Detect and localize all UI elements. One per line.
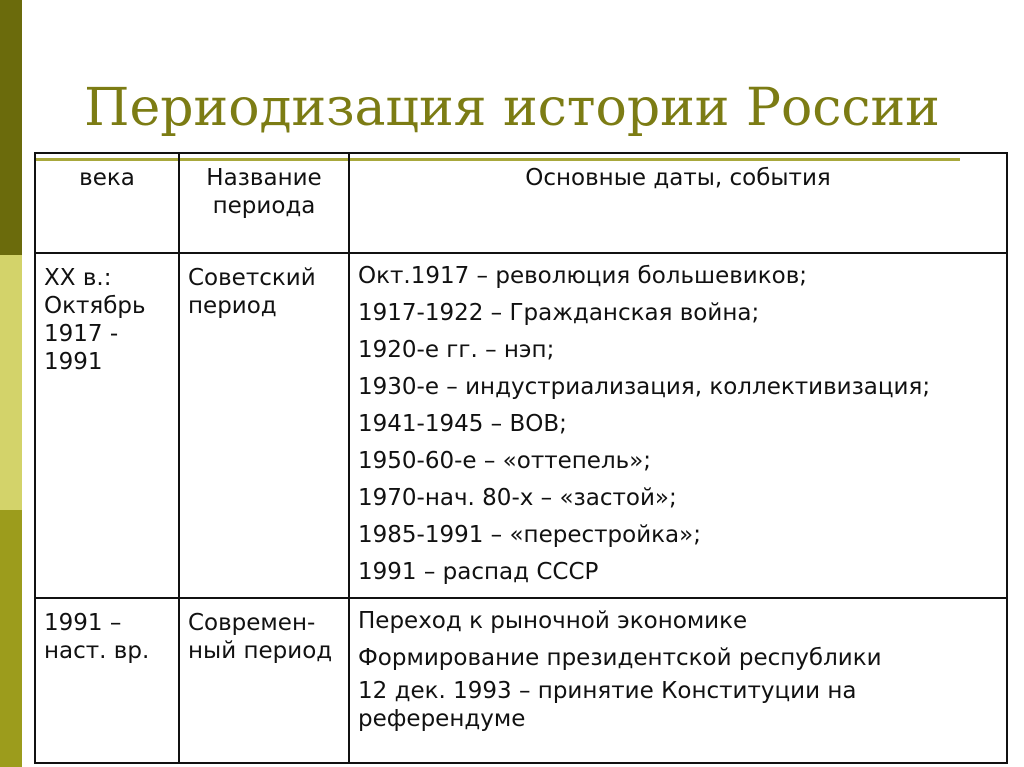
decorative-bar-bottom (0, 510, 22, 767)
century-line: 1991 – наст. вр. (44, 610, 150, 664)
event-item: 1950-60-е – «оттепель»; (358, 448, 652, 474)
header-centuries: века (35, 153, 179, 253)
slide-title: Периодизация истории России (84, 78, 940, 138)
event-item: 12 дек. 1993 – принятие Конституции на референдуме (358, 678, 857, 732)
periodization-table (34, 152, 1008, 764)
event-item: Окт.1917 – революция большевиков; (358, 263, 808, 289)
event-item: 1985-1991 – «перестройка»; (358, 522, 701, 548)
event-item: Переход к рыночной экономике (358, 608, 748, 634)
cell-events (349, 598, 1007, 763)
event-item: 1991 – распад СССР (358, 559, 599, 585)
table-header-row (35, 153, 1007, 253)
cell-events (349, 253, 1007, 598)
century-line: Октябрь 1917 - 1991 (44, 293, 146, 375)
cell-period-name: Современ-ный период (179, 598, 349, 763)
event-item: Формирование президентской республики (358, 645, 882, 671)
header-events: Основные даты, события (349, 153, 1007, 253)
decorative-bar-middle (0, 255, 22, 510)
century-line: XX в.: (44, 265, 112, 291)
table-row (35, 253, 1007, 598)
table-row (35, 598, 1007, 763)
cell-century (35, 598, 179, 763)
cell-century (35, 253, 179, 598)
event-item: 1970-нач. 80-х – «застой»; (358, 485, 677, 511)
cell-period-name: Советский период (179, 253, 349, 598)
header-period-name: Название периода (179, 153, 349, 253)
event-item: 1920-е гг. – нэп; (358, 337, 555, 363)
event-item: 1917-1922 – Гражданская война; (358, 300, 760, 326)
event-item: 1941-1945 – ВОВ; (358, 411, 567, 437)
event-item: 1930-е – индустриализация, коллективизация; (358, 374, 931, 400)
